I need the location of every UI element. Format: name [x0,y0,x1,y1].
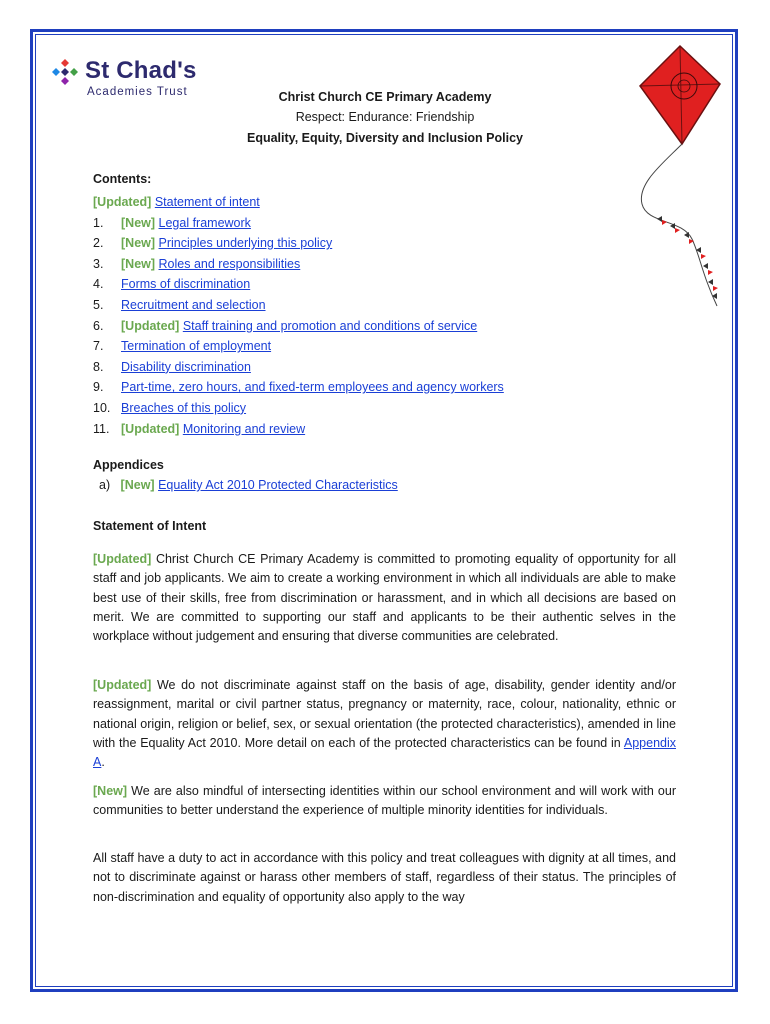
toc-tag: [New] [121,236,156,251]
appendices-heading: Appendices [93,458,164,472]
toc-item [93,398,676,419]
toc-link[interactable]: Part-time, zero hours, and fixed-term employees and agency workers [121,380,504,395]
toc-item [93,274,676,295]
contents-heading: Contents: [93,172,152,186]
toc-link[interactable]: Roles and responsibilities [158,256,301,271]
school-name: Christ Church CE Primary Academy [278,90,492,104]
statement-heading: Statement of Intent [93,519,207,533]
toc-tag: [New] [121,256,156,271]
toc-number: 9. [93,380,104,395]
school-values: Respect: Endurance: Friendship [295,110,475,124]
toc-item [93,254,676,275]
toc-number: 11. [93,421,110,436]
appendix-item [99,478,398,492]
paragraph-text: Christ Church CE Primary Academy is committed to promoting equality of opportunity for all staff and job applicants. We aim to create a working environment in which all individuals are able to make best use of their skills, free from discrimination or harassment, and in which all decisions are based on merit. We are committed to supporting our staff and applicants to be their authentic selves in the workplace without judgement and ensuring that diverse communities are celebrated. [93,552,676,644]
toc-item [93,419,676,440]
toc-item [93,357,676,378]
toc-number: 8. [93,359,104,374]
toc-number: 2. [93,236,104,251]
toc-number: 1. [93,215,104,230]
toc-tag: [Updated] [93,195,152,209]
toc-item [93,316,676,337]
toc-number: 10. [93,400,111,415]
toc-tag: [Updated] [121,421,180,436]
toc-item [93,295,676,316]
appendix-num: a) [99,478,111,492]
toc-link[interactable]: Staff training and promotion and conditions of service [182,318,478,333]
toc-link[interactable]: Disability discrimination [121,359,251,374]
appendix-link-equality-act[interactable]: Equality Act 2010 Protected Characteristics [158,478,398,492]
paragraph-tag: [Updated] [93,552,152,566]
toc-link[interactable]: Legal framework [158,215,251,230]
toc-item [93,336,676,357]
toc-number: 3. [93,256,104,271]
statement-paragraph-2 [93,676,676,772]
paragraph-tag: [New] [93,784,128,798]
toc-number: 7. [93,339,104,354]
toc-link[interactable]: Principles underlying this policy [158,236,333,251]
statement-paragraph-4 [93,849,676,907]
statement-paragraph-1 [93,550,676,646]
paragraph-end: . [101,755,105,770]
toc-link-statement-of-intent[interactable]: Statement of intent [154,195,260,209]
appendix-a-link[interactable]: Appendix A [93,735,676,770]
toc-item [93,233,676,254]
toc-tag: [Updated] [121,318,180,333]
table-of-contents [93,192,676,439]
toc-link[interactable]: Monitoring and review [182,421,306,436]
toc-item [93,192,676,213]
toc-number: 4. [93,277,104,292]
paragraph-tag: [Updated] [93,678,152,692]
trust-name: St Chad's [85,57,197,84]
paragraph-text: We are also mindful of intersecting identities within our school environment and will work with our communities to better understand the experience of multiple minority identities for individuals. [93,784,676,818]
toc-item [93,213,676,234]
toc-item [93,377,676,398]
toc-number: 5. [93,297,104,312]
paragraph-text: All staff have a duty to act in accordance with this policy and treat colleagues with dignity at all times, and not to discriminate against or harass other members of staff, regardless of their status. The principles of non-discrimination and equality of opportunity also apply to the way [93,851,676,904]
toc-link[interactable]: Termination of employment [121,339,272,354]
appendix-tag: [New] [120,478,155,492]
toc-link[interactable]: Breaches of this policy [121,400,247,415]
paragraph-text: We do not discriminate against staff on the basis of age, disability, gender identity and/or reassignment, marital or civil partner status, pregnancy or maternity, race, colour, nationality, ethnic or national origin, religion or belief, sex, or sexual orientation (the protected characteristics), amended in line with the Equality Act 2010. More detail on each of the protected characteristics can be found in [93,678,676,750]
policy-title: Equality, Equity, Diversity and Inclusion Policy [247,131,523,145]
statement-paragraph-3 [93,782,676,821]
toc-tag: [New] [121,215,156,230]
trust-logo-icon [50,57,80,87]
toc-number: 6. [93,318,104,333]
trust-subtitle: Academies Trust [87,86,188,98]
toc-link[interactable]: Forms of discrimination [121,277,251,292]
toc-link[interactable]: Recruitment and selection [121,297,266,312]
